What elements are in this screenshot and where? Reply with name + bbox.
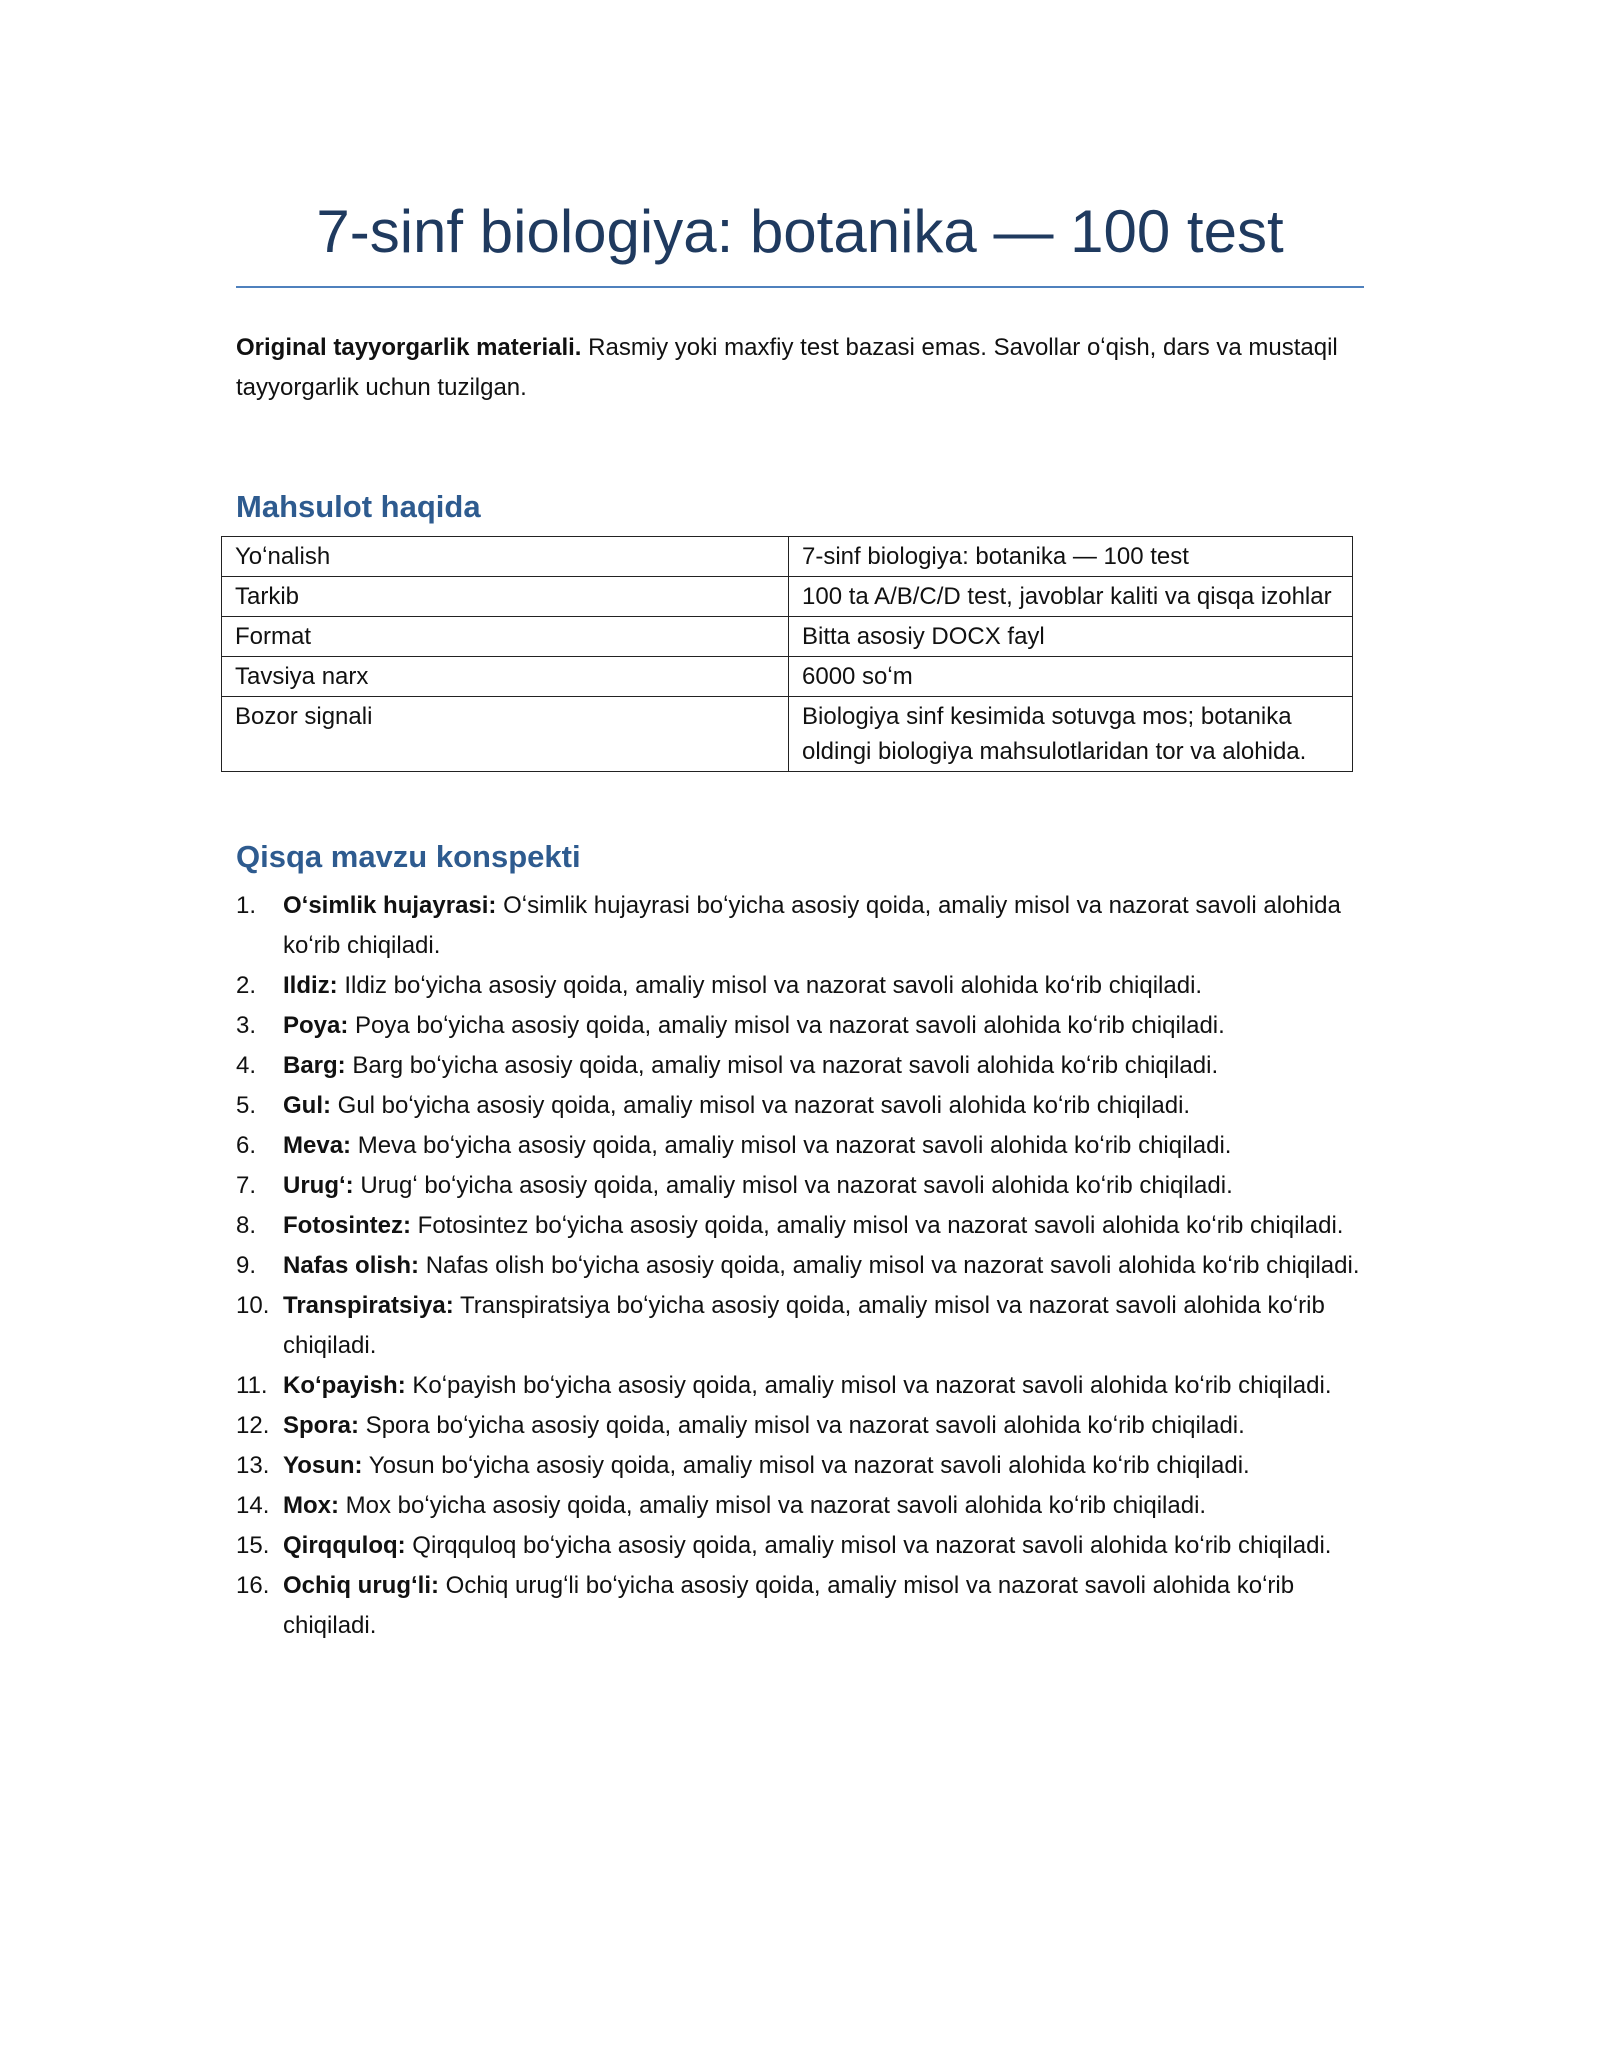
product-info-table (221, 536, 1353, 772)
list-number: 8. (236, 1212, 257, 1239)
list-text: Meva boʻyicha asosiy qoida, amaliy misol va nazorat savoli alohida koʻrib chiqiladi. (351, 1132, 1232, 1159)
list-number: 12. (236, 1412, 270, 1439)
list-term: Barg: (283, 1052, 346, 1079)
list-number: 11. (236, 1372, 268, 1399)
list-term: Spora: (283, 1412, 360, 1439)
list-term: Fotosintez: (283, 1212, 411, 1239)
table-cell-label: Yoʻnalish (222, 537, 789, 577)
list-text: Barg boʻyicha asosiy qoida, amaliy misol va nazorat savoli alohida koʻrib chiqiladi. (345, 1052, 1219, 1079)
list-item (236, 966, 1364, 1006)
topics-section-heading: Qisqa mavzu konspekti (236, 839, 581, 874)
document-page (236, 190, 1364, 1646)
list-term: Mox: (283, 1492, 339, 1519)
list-number: 10. (236, 1292, 270, 1319)
list-item (236, 1406, 1364, 1446)
list-text: Qirqquloq boʻyicha asosiy qoida, amaliy misol va nazorat savoli alohida koʻrib chiqiladi. (405, 1532, 1332, 1559)
intro-text: Rasmiy yoki maxfiy test bazasi emas. Savollar oʻqish, dars va mustaqil tayyorgarlik uchun tuzilgan. (236, 334, 1338, 401)
table-cell-value: 100 ta A/B/C/D test, javoblar kaliti va qisqa izohlar (789, 577, 1353, 617)
list-term: Gul: (283, 1092, 331, 1119)
list-number: 2. (236, 972, 257, 999)
list-item (236, 1286, 1364, 1366)
intro-paragraph (236, 328, 1364, 408)
list-text: Mox boʻyicha asosiy qoida, amaliy misol va nazorat savoli alohida koʻrib chiqiladi. (339, 1492, 1207, 1519)
list-item (236, 1366, 1364, 1406)
list-term: Meva: (283, 1132, 352, 1159)
list-item (236, 1526, 1364, 1566)
list-text: Nafas olish boʻyicha asosiy qoida, amaliy misol va nazorat savoli alohida koʻrib chiqiladi. (419, 1252, 1360, 1279)
list-term: Nafas olish: (283, 1252, 420, 1279)
list-text: Yosun boʻyicha asosiy qoida, amaliy misol va nazorat savoli alohida koʻrib chiqiladi. (362, 1452, 1250, 1479)
table-cell-label: Tavsiya narx (222, 657, 789, 697)
table-row (222, 577, 1353, 617)
list-term: Ochiq urugʻli: (283, 1572, 439, 1599)
table-row (222, 657, 1353, 697)
table-cell-label: Tarkib (222, 577, 789, 617)
list-term: Transpiratsiya: (283, 1292, 454, 1319)
list-item (236, 1126, 1364, 1166)
list-number: 4. (236, 1052, 257, 1079)
list-item (236, 1566, 1364, 1646)
product-section-heading: Mahsulot haqida (236, 489, 481, 524)
list-item (236, 1246, 1364, 1286)
list-text: Transpiratsiya boʻyicha asosiy qoida, amaliy misol va nazorat savoli alohida koʻrib chiqiladi. (283, 1292, 1325, 1359)
list-text: Urugʻ boʻyicha asosiy qoida, amaliy misol va nazorat savoli alohida koʻrib chiqiladi. (353, 1172, 1233, 1199)
table-row (222, 697, 1353, 772)
list-term: Ildiz: (283, 972, 338, 999)
list-term: Urugʻ: (283, 1172, 354, 1199)
page-title: 7-sinf biologiya: botanika — 100 test (236, 190, 1364, 288)
list-number: 14. (236, 1492, 270, 1519)
table-cell-value: Biologiya sinf kesimida sotuvga mos; botanika oldingi biologiya mahsulotlaridan tor va alohida. (789, 697, 1353, 772)
list-term: Oʻsimlik hujayrasi: (283, 892, 497, 919)
list-term: Qirqquloq: (283, 1532, 406, 1559)
list-item (236, 886, 1364, 966)
table-row (222, 617, 1353, 657)
table-cell-value: 7-sinf biologiya: botanika — 100 test (789, 537, 1353, 577)
list-term: Yosun: (283, 1452, 363, 1479)
list-item (236, 1086, 1364, 1126)
list-text: Gul boʻyicha asosiy qoida, amaliy misol va nazorat savoli alohida koʻrib chiqiladi. (331, 1092, 1191, 1119)
list-text: Fotosintez boʻyicha asosiy qoida, amaliy misol va nazorat savoli alohida koʻrib chiqiladi. (410, 1212, 1344, 1239)
list-item (236, 1446, 1364, 1486)
intro-bold: Original tayyorgarlik materiali. (236, 334, 582, 361)
list-number: 13. (236, 1452, 270, 1479)
list-number: 16. (236, 1572, 270, 1599)
list-item (236, 1046, 1364, 1086)
list-item (236, 1006, 1364, 1046)
topics-list (236, 886, 1364, 1646)
list-number: 15. (236, 1532, 270, 1559)
table-cell-value: 6000 soʻm (789, 657, 1353, 697)
table-cell-value: Bitta asosiy DOCX fayl (789, 617, 1353, 657)
list-text: Koʻpayish boʻyicha asosiy qoida, amaliy misol va nazorat savoli alohida koʻrib chiqiladi. (405, 1372, 1332, 1399)
table-cell-label: Bozor signali (222, 697, 789, 772)
list-text: Ochiq urugʻli boʻyicha asosiy qoida, amaliy misol va nazorat savoli alohida koʻrib chiqiladi. (283, 1572, 1295, 1639)
list-text: Spora boʻyicha asosiy qoida, amaliy misol va nazorat savoli alohida koʻrib chiqiladi. (359, 1412, 1245, 1439)
list-term: Poya: (283, 1012, 349, 1039)
table-row (222, 537, 1353, 577)
list-number: 3. (236, 1012, 257, 1039)
list-number: 9. (236, 1252, 257, 1279)
list-text: Oʻsimlik hujayrasi boʻyicha asosiy qoida, amaliy misol va nazorat savoli alohida koʻrib chiqiladi. (283, 892, 1341, 959)
list-item (236, 1486, 1364, 1526)
list-term: Koʻpayish: (283, 1372, 406, 1399)
list-item (236, 1166, 1364, 1206)
list-text: Ildiz boʻyicha asosiy qoida, amaliy misol va nazorat savoli alohida koʻrib chiqiladi. (337, 972, 1203, 999)
table-cell-label: Format (222, 617, 789, 657)
list-item (236, 1206, 1364, 1246)
list-number: 1. (236, 892, 257, 919)
list-number: 5. (236, 1092, 257, 1119)
list-number: 6. (236, 1132, 257, 1159)
list-text: Poya boʻyicha asosiy qoida, amaliy misol va nazorat savoli alohida koʻrib chiqiladi. (348, 1012, 1225, 1039)
list-number: 7. (236, 1172, 257, 1199)
